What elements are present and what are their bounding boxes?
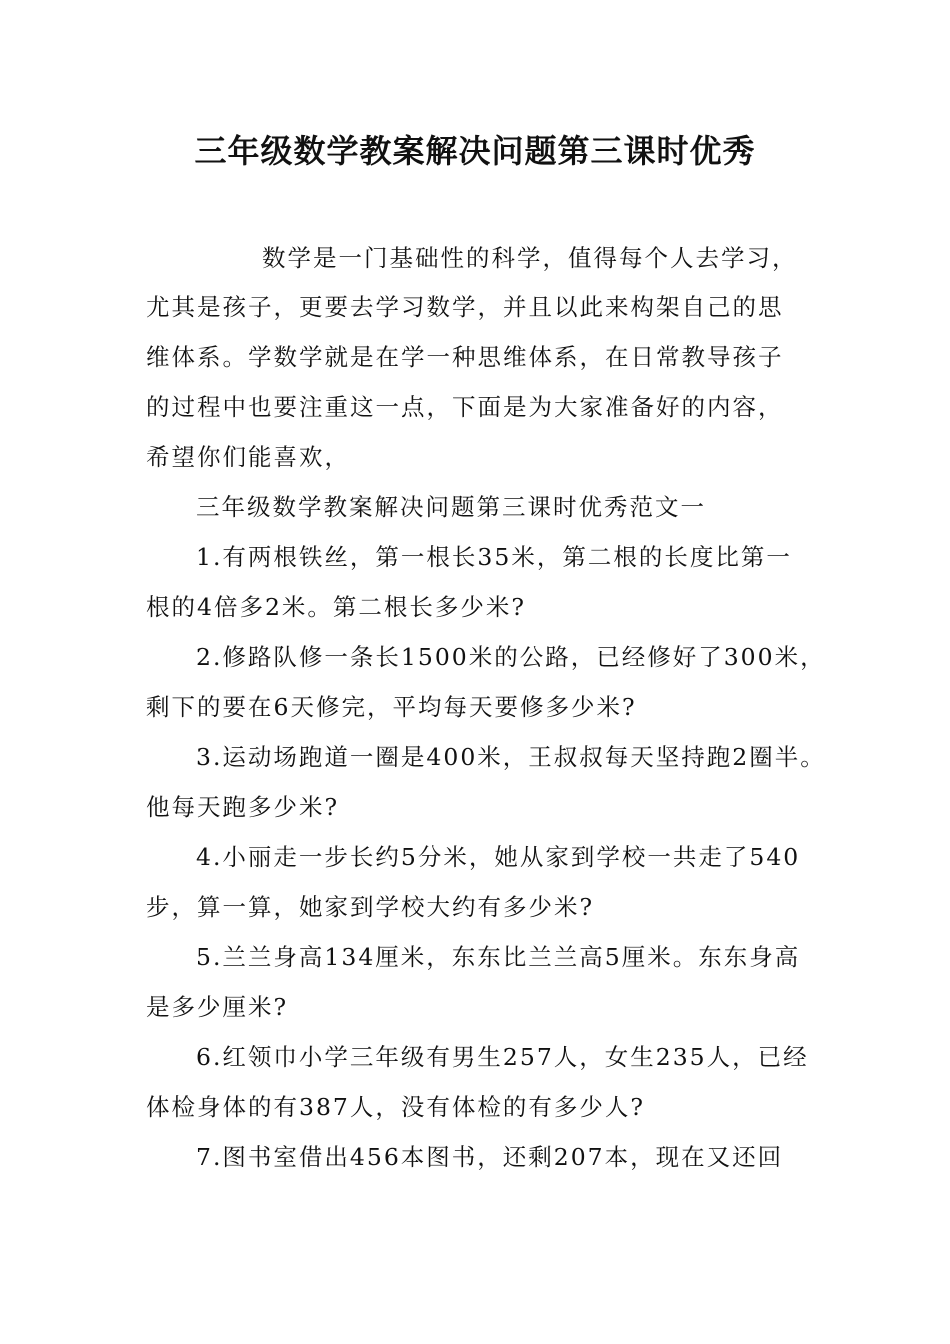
intro-line: 尤其是孩子，更要去学习数学，并且以此来构架自己的思 (146, 293, 784, 321)
problem-line: 4.小丽走一步长约5分米，她从家到学校一共走了540 (196, 843, 801, 871)
problem-line: 6.红领巾小学三年级有男生257人，女生235人，已经 (196, 1043, 809, 1071)
problem-line: 3.运动场跑道一圈是400米，王叔叔每天坚持跑2圈半。 (196, 743, 826, 771)
intro-line: 数学是一门基础性的科学，值得每个人去学习， (262, 244, 798, 272)
problem-line: 剩下的要在6天修完，平均每天要修多少米? (146, 693, 637, 721)
intro-line: 维体系。学数学就是在学一种思维体系，在日常教导孩子 (146, 343, 784, 371)
problem-line: 是多少厘米? (146, 993, 289, 1021)
section-heading: 三年级数学教案解决问题第三课时优秀范文一 (196, 493, 706, 521)
document-title: 三年级数学教案解决问题第三课时优秀 (194, 132, 756, 170)
intro-line: 希望你们能喜欢， (146, 443, 350, 471)
problem-line: 体检身体的有387人，没有体检的有多少人? (146, 1093, 645, 1121)
intro-line: 的过程中也要注重这一点，下面是为大家准备好的内容， (146, 393, 784, 421)
problem-line: 7.图书室借出456本图书，还剩207本，现在又还回 (196, 1143, 784, 1171)
problem-line: 步，算一算，她家到学校大约有多少米? (146, 893, 595, 921)
problem-line: 他每天跑多少米? (146, 793, 340, 821)
problem-line: 根的4倍多2米。第二根长多少米? (146, 593, 527, 621)
problem-line: 5.兰兰身高134厘米，东东比兰兰高5厘米。东东身高 (196, 943, 801, 971)
problem-line: 1.有两根铁丝，第一根长35米，第二根的长度比第一 (196, 543, 792, 571)
problem-line: 2.修路队修一条长1500米的公路，已经修好了300米， (196, 643, 826, 671)
